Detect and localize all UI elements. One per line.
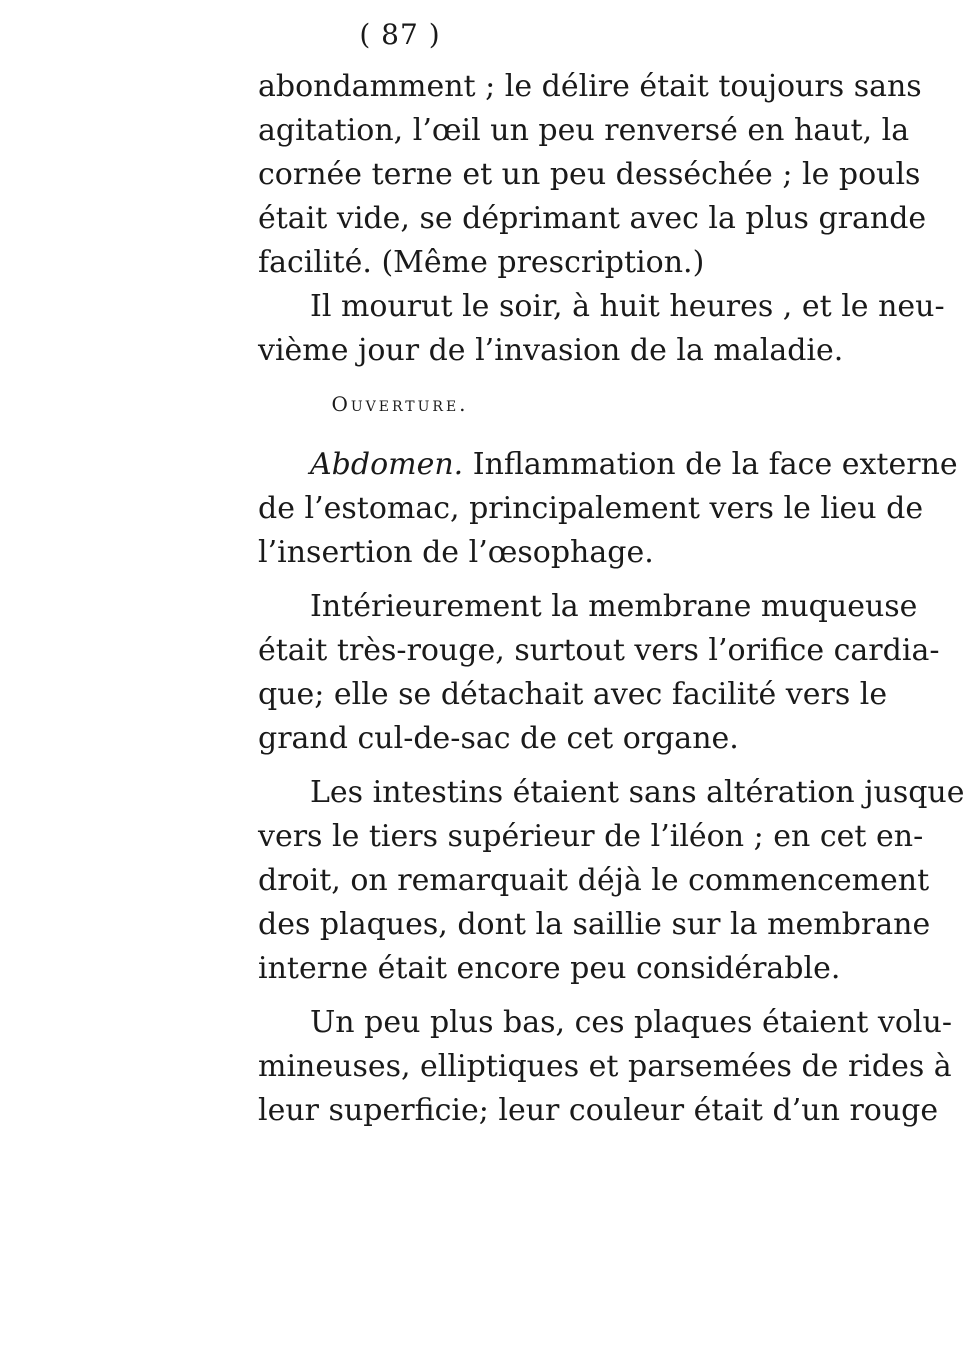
text-line: cornée terne et un peu desséchée ; le pouls [258,157,921,192]
text-line: de l’estomac, principalement vers le lieu de [258,491,924,526]
section-heading: Ouverture. [331,392,469,416]
text-line: Les intestins étaient sans altération jusque [310,775,965,810]
text-line: facilité. (Même prescription.) [258,245,705,280]
text-line: interne était encore peu considérable. [258,951,841,986]
text-line: grand cul-de-sac de cet organe. [258,721,739,756]
text-line: était vide, se déprimant avec la plus grande [258,201,927,236]
text-line: des plaques, dont la saillie sur la membrane [258,907,931,942]
text-line: Il mourut le soir, à huit heures , et le neu- [310,289,945,324]
page-number: ( 87 ) [359,18,441,51]
text-line: leur superficie; leur couleur était d’un rouge [258,1093,939,1128]
text-line: était très-rouge, surtout vers l’orifice cardia- [258,633,940,668]
text-line: abondamment ; le délire était toujours sans [258,69,922,104]
text-line: droit, on remarquait déjà le commencement [258,863,930,898]
text-line: vers le tiers supérieur de l’iléon ; en cet en- [258,819,924,854]
section-lead: Abdomen. [310,447,464,482]
text-line [310,448,958,482]
text-line: Un peu plus bas, ces plaques étaient volu- [310,1005,952,1040]
text-line: l’insertion de l’œsophage. [258,535,654,570]
text-line: vième jour de l’invasion de la maladie. [258,333,844,368]
text-line: Intérieurement la membrane muqueuse [310,589,918,624]
text-line: agitation, l’œil un peu renversé en haut, la [258,113,910,148]
text-line: que; elle se détachait avec facilité vers le [258,677,888,712]
text-line: mineuses, elliptiques et parsemées de rides à [258,1049,952,1084]
text-fragment: Inflammation de la face externe [463,447,958,482]
